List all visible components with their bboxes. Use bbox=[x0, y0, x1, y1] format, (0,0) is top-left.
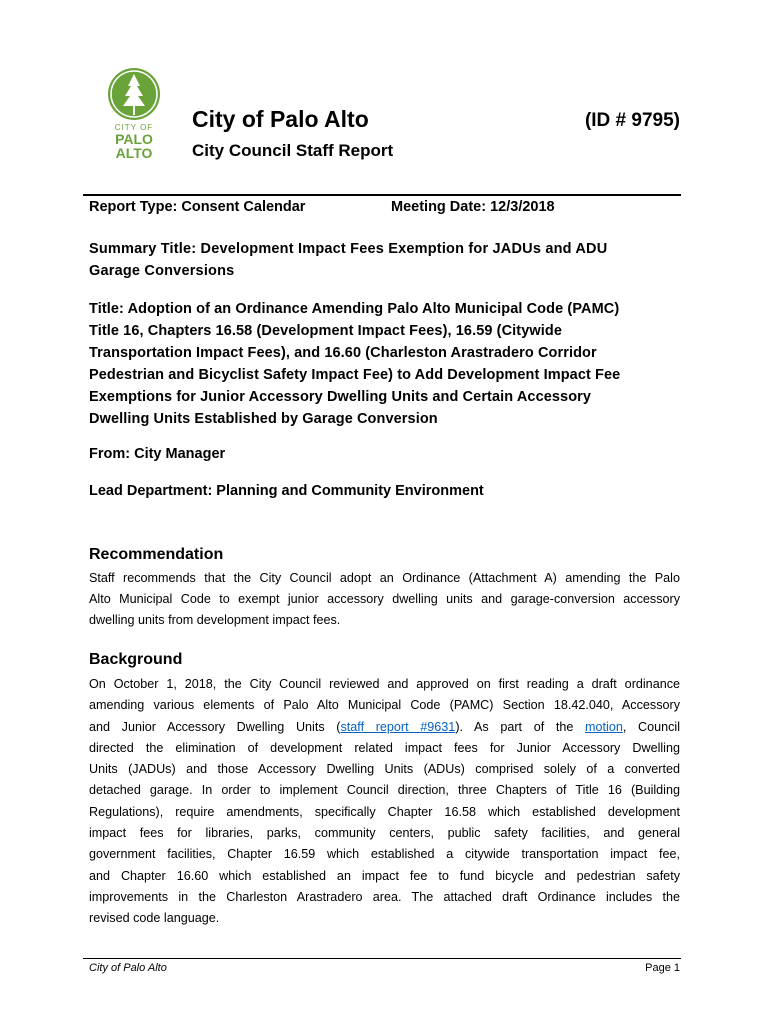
logo-city-of: CITY OF bbox=[114, 123, 154, 132]
summary-title-line: Summary Title: Development Impact Fees Exemption for JADUs and ADU bbox=[89, 241, 608, 257]
title-line: Transportation Impact Fees), and 16.60 (Charleston Arastradero Corridor bbox=[89, 345, 597, 361]
body-line: Units (JADUs) and those Accessory Dwelling Units (ADUs) comprised solely of a converted bbox=[89, 762, 680, 777]
page-title: City of Palo Alto bbox=[192, 106, 369, 132]
header-rule bbox=[83, 194, 681, 196]
report-type: Report Type: Consent Calendar bbox=[89, 199, 306, 215]
logo-palo: PALO bbox=[115, 131, 153, 147]
body-line: Staff recommends that the City Council adopt an Ordinance (Attachment A) amending the Palo bbox=[89, 571, 680, 585]
recommendation-body bbox=[89, 568, 680, 631]
text: , Council bbox=[622, 719, 681, 734]
title-line: Title 16, Chapters 16.58 (Development Impact Fees), 16.59 (Citywide bbox=[89, 323, 563, 339]
footer-rule bbox=[83, 958, 681, 959]
summary-title bbox=[89, 238, 607, 282]
meeting-date: Meeting Date: 12/3/2018 bbox=[391, 199, 555, 215]
tree-icon bbox=[104, 66, 164, 122]
title-line: Exemptions for Junior Accessory Dwelling Units and Certain Accessory bbox=[89, 389, 592, 405]
body-line: Alto Municipal Code to exempt junior accessory dwelling units and garage-conversion accessory bbox=[89, 592, 680, 606]
title-line: Title: Adoption of an Ordinance Amending Palo Alto Municipal Code (PAMC) bbox=[89, 301, 620, 317]
body-line bbox=[89, 717, 680, 738]
body-line: government facilities, Chapter 16.59 which established a citywide transportation impact fee, bbox=[89, 847, 680, 862]
page-subtitle: City Council Staff Report bbox=[192, 141, 394, 160]
body-line: impact fees for libraries, parks, community centers, public safety facilities, and general bbox=[89, 826, 680, 841]
lead-department: Lead Department: Planning and Community Environment bbox=[89, 483, 484, 499]
text: and Junior Accessory Dwelling Units ( bbox=[89, 719, 341, 734]
from-line: From: City Manager bbox=[89, 446, 226, 462]
text: ). As part of the bbox=[455, 719, 586, 734]
body-line: Regulations), require amendments, specifically Chapter 16.58 which established development bbox=[89, 804, 680, 819]
report-full-title bbox=[89, 298, 620, 430]
body-line: detached garage. In order to implement Council direction, three Chapters of Title 16 (Building bbox=[89, 783, 680, 798]
page-number: Page 1 bbox=[645, 962, 680, 974]
report-id: (ID # 9795) bbox=[584, 110, 680, 131]
motion-link[interactable]: motion bbox=[585, 719, 623, 734]
recommendation-heading: Recommendation bbox=[89, 546, 224, 563]
city-logo bbox=[104, 66, 164, 161]
body-line: On October 1, 2018, the City Council reviewed and approved on first reading a draft ordinance bbox=[89, 677, 680, 691]
title-line: Pedestrian and Bicyclist Safety Impact Fee) to Add Development Impact Fee bbox=[89, 367, 621, 383]
body-line: and Chapter 16.60 which established an impact fee to fund bicycle and pedestrian safety bbox=[89, 868, 680, 883]
title-line: Dwelling Units Established by Garage Conversion bbox=[89, 411, 438, 427]
background-body bbox=[89, 674, 680, 930]
summary-title-line: Garage Conversions bbox=[89, 263, 235, 279]
logo-alto: ALTO bbox=[115, 145, 153, 161]
background-heading: Background bbox=[89, 651, 183, 668]
body-line: revised code language. bbox=[89, 911, 220, 926]
staff-report-link[interactable]: staff report #9631 bbox=[340, 719, 456, 734]
body-line: dwelling units from development impact fees. bbox=[89, 613, 341, 627]
body-line: improvements in the Charleston Arastradero area. The attached draft Ordinance includes the bbox=[89, 889, 680, 904]
body-line: directed the elimination of development related impact fees for Junior Accessory Dwelling bbox=[89, 740, 680, 755]
body-line: amending various elements of Palo Alto Municipal Code (PAMC) Section 18.42.040, Accessory bbox=[89, 698, 680, 713]
footer-left: City of Palo Alto bbox=[89, 962, 167, 974]
